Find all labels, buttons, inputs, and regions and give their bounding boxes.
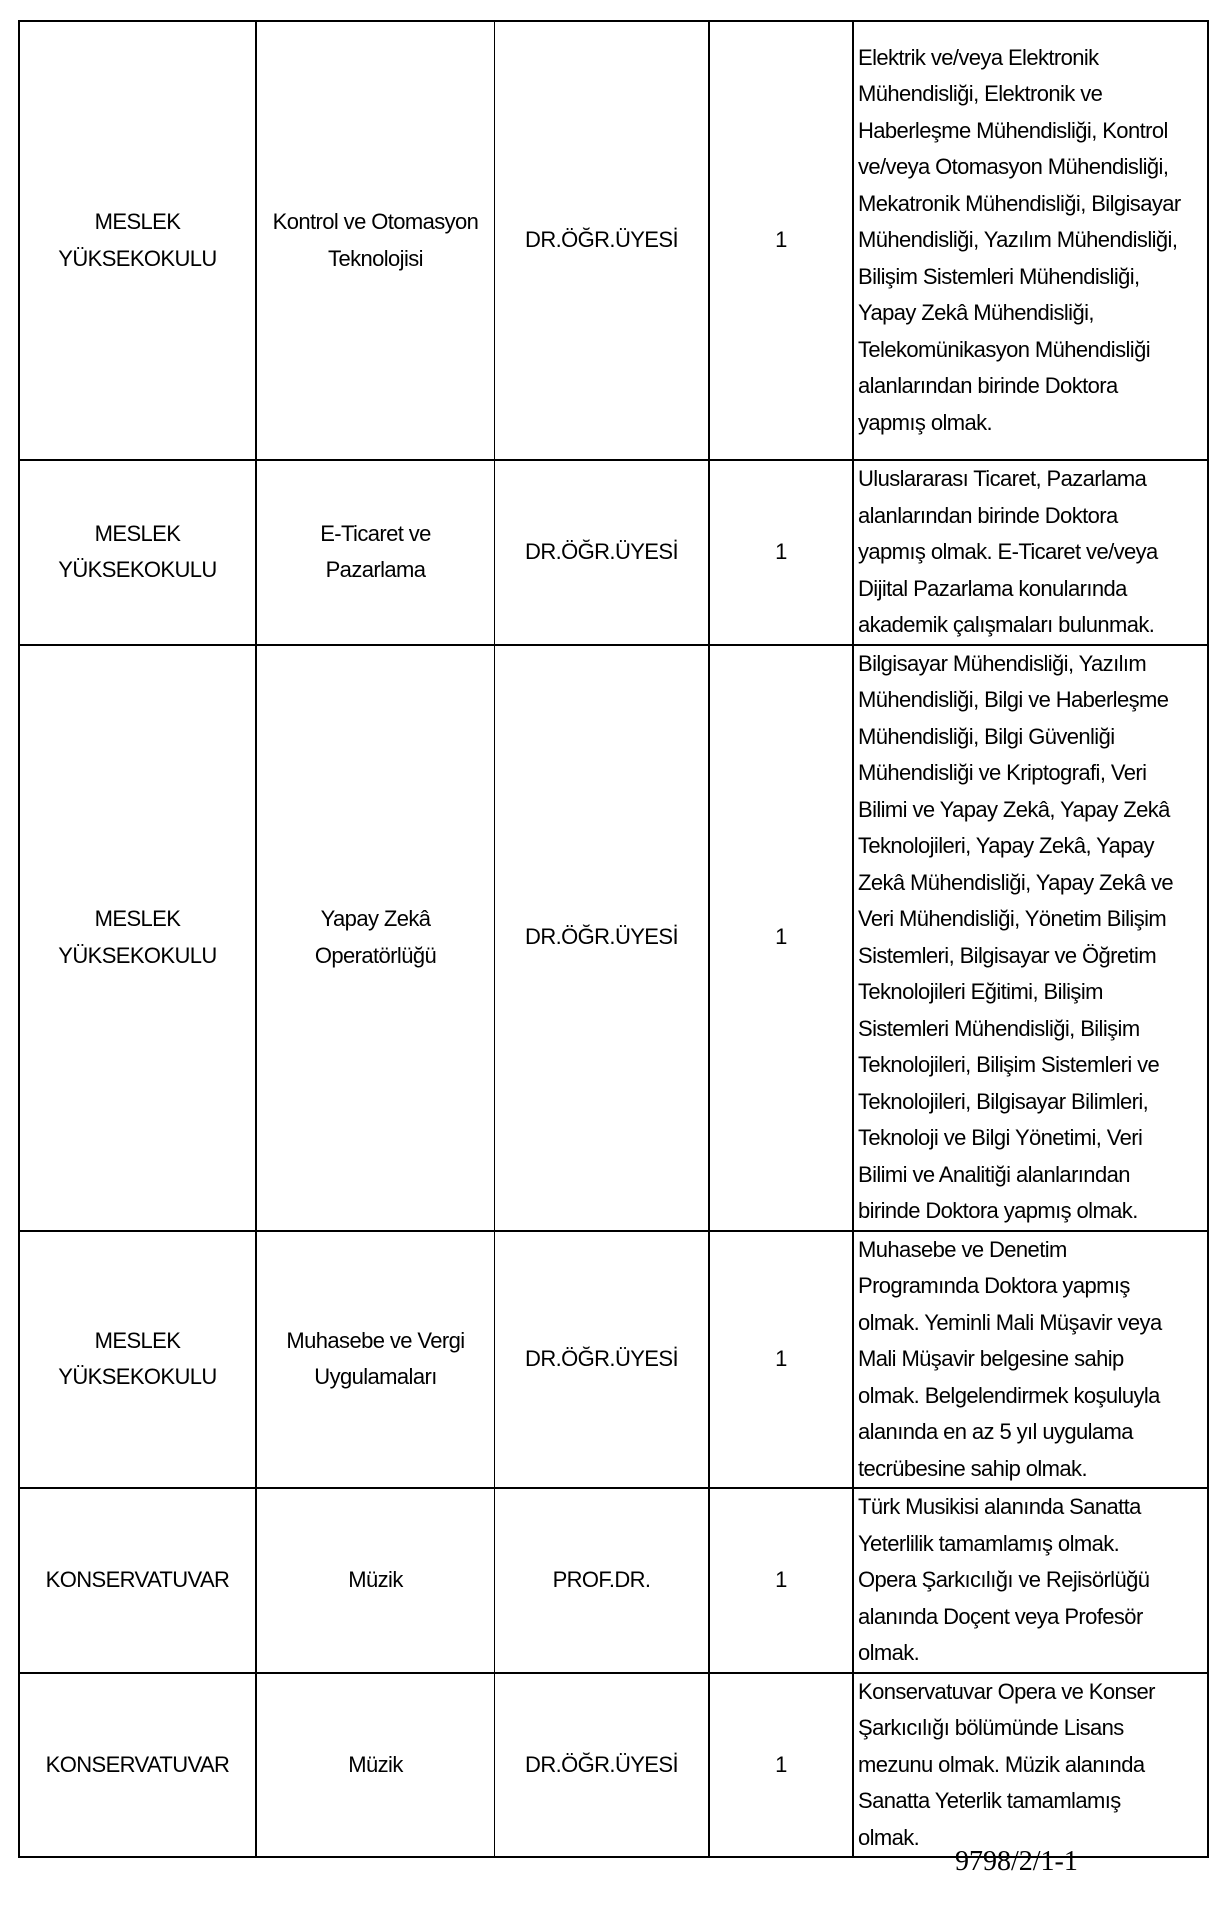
- unit-cell: [19, 1673, 256, 1858]
- requirements-cell-line: Mühendisliği, Yazılım Mühendisliği,: [858, 227, 1178, 253]
- requirements-cell-line: Mühendisliği, Bilgi ve Haberleşme: [858, 687, 1169, 712]
- unit-cell: [19, 21, 256, 460]
- count-cell: 1: [709, 1231, 853, 1489]
- requirements-cell-line: Haberleşme Mühendisliği, Kontrol: [858, 117, 1168, 143]
- requirements-cell-line: Teknolojileri, Bilişim Sistemleri ve: [858, 1052, 1160, 1077]
- requirements-cell-line: Teknolojileri, Yapay Zekâ, Yapay: [858, 833, 1154, 858]
- department-cell: [256, 645, 495, 1231]
- title-cell: DR.ÖĞR.ÜYESİ: [495, 460, 710, 645]
- unit-cell-line: MESLEK: [94, 906, 181, 931]
- unit-cell-line: MESLEK: [94, 1327, 181, 1353]
- department-cell: [256, 1231, 495, 1489]
- requirements-cell-line: Zekâ Mühendisliği, Yapay Zekâ ve: [858, 869, 1174, 895]
- requirements-cell-line: ve/veya Otomasyon Mühendisliği,: [858, 154, 1169, 180]
- unit-cell: [19, 1231, 256, 1489]
- requirements-cell-line: birinde Doktora yapmış olmak.: [858, 1198, 1138, 1223]
- requirements-cell-line: Elektrik ve/veya Elektronik: [858, 44, 1099, 70]
- requirements-cell-line: alanında en az 5 yıl uygulama: [858, 1419, 1133, 1444]
- requirements-cell: [853, 1231, 1208, 1489]
- positions-table: [18, 20, 1209, 1858]
- department-cell: [256, 1488, 495, 1673]
- table-row: [19, 460, 1208, 645]
- requirements-cell-line: Sistemleri Mühendisliği, Bilişim: [858, 1015, 1140, 1041]
- requirements-cell-line: Teknoloji ve Bilgi Yönetimi, Veri: [858, 1125, 1143, 1150]
- requirements-cell: [853, 460, 1208, 645]
- requirements-cell-line: Teknolojileri, Bilgisayar Bilimleri,: [858, 1088, 1149, 1114]
- department-cell-line: Teknolojisi: [328, 245, 423, 271]
- requirements-cell-line: Yeterlilik tamamlamış olmak.: [858, 1530, 1120, 1556]
- title-cell: DR.ÖĞR.ÜYESİ: [495, 645, 710, 1231]
- requirements-cell-line: Uluslararası Ticaret, Pazarlama: [858, 466, 1147, 491]
- requirements-cell-line: Sistemleri, Bilgisayar ve Öğretim: [858, 942, 1157, 968]
- requirements-cell-line: Yapay Zekâ Mühendisliği,: [858, 300, 1094, 326]
- requirements-cell-line: Mali Müşavir belgesine sahip: [858, 1346, 1124, 1371]
- table-row: [19, 1488, 1208, 1673]
- requirements-cell-line: Programında Doktora yapmış: [858, 1273, 1130, 1298]
- unit-cell: [19, 1488, 256, 1673]
- unit-cell: [19, 460, 256, 645]
- requirements-cell-line: Mühendisliği, Elektronik ve: [858, 81, 1103, 107]
- department-cell-line: E-Ticaret ve: [320, 520, 431, 546]
- requirements-cell-line: olmak. Yeminli Mali Müşavir veya: [858, 1309, 1162, 1335]
- count-cell: 1: [709, 21, 853, 460]
- requirements-cell: [853, 1673, 1208, 1858]
- requirements-cell-line: olmak.: [858, 1640, 920, 1665]
- title-cell: DR.ÖĞR.ÜYESİ: [495, 21, 710, 460]
- department-cell-line: Pazarlama: [325, 557, 426, 583]
- requirements-cell-line: Opera Şarkıcılığı ve Rejisörlüğü: [858, 1567, 1150, 1592]
- requirements-cell-line: Bilişim Sistemleri Mühendisliği,: [858, 263, 1140, 289]
- requirements-cell-line: olmak. Belgelendirmek koşuluyla: [858, 1382, 1160, 1408]
- table-row: [19, 1231, 1208, 1489]
- requirements-cell: [853, 21, 1208, 460]
- requirements-cell-line: Bilimi ve Yapay Zekâ, Yapay Zekâ: [858, 796, 1170, 822]
- requirements-cell-line: alanında Doçent veya Profesör: [858, 1603, 1143, 1629]
- table-row: [19, 21, 1208, 460]
- requirements-cell-line: Veri Mühendisliği, Yönetim Bilişim: [858, 906, 1167, 931]
- requirements-cell-line: tecrübesine sahip olmak.: [858, 1455, 1087, 1481]
- title-cell: DR.ÖĞR.ÜYESİ: [495, 1231, 710, 1489]
- title-cell: DR.ÖĞR.ÜYESİ: [495, 1673, 710, 1858]
- department-cell: [256, 460, 495, 645]
- department-cell-line: Operatörlüğü: [314, 942, 437, 968]
- count-cell: 1: [709, 645, 853, 1231]
- requirements-cell-line: alanlarından birinde Doktora: [858, 373, 1118, 399]
- requirements-cell: [853, 1488, 1208, 1673]
- title-cell: PROF.DR.: [495, 1488, 710, 1673]
- requirements-cell-line: Telekomünikasyon Mühendisliği: [858, 336, 1150, 362]
- unit-cell-line: YÜKSEKOKULU: [58, 942, 217, 968]
- department-cell: [256, 1673, 495, 1858]
- table-row: [19, 645, 1208, 1231]
- count-cell: 1: [709, 1673, 853, 1858]
- count-cell: 1: [709, 1488, 853, 1673]
- requirements-cell-line: akademik çalışmaları bulunmak.: [858, 612, 1155, 637]
- requirements-cell: [853, 645, 1208, 1231]
- requirements-cell-line: yapmış olmak. E-Ticaret ve/veya: [858, 539, 1158, 564]
- requirements-cell-line: mezunu olmak. Müzik alanında: [858, 1751, 1145, 1777]
- count-cell: 1: [709, 460, 853, 645]
- unit-cell: [19, 645, 256, 1231]
- requirements-cell-line: Mühendisliği ve Kriptografi, Veri: [858, 760, 1147, 785]
- requirements-cell-line: Mühendisliği, Bilgi Güvenliği: [858, 723, 1115, 749]
- department-cell: [256, 21, 495, 460]
- unit-cell-line: YÜKSEKOKULU: [58, 1364, 217, 1390]
- document-reference-number: 9798/2/1-1: [955, 1846, 1078, 1877]
- requirements-cell-line: Dijital Pazarlama konularında: [858, 575, 1127, 601]
- department-cell-line: Müzik: [348, 1567, 403, 1592]
- department-cell-line: Muhasebe ve Vergi: [286, 1327, 465, 1353]
- requirements-cell-line: Sanatta Yeterlik tamamlamış: [858, 1788, 1121, 1813]
- department-cell-line: Kontrol ve Otomasyon: [272, 209, 479, 234]
- unit-cell-line: MESLEK: [94, 209, 181, 234]
- requirements-cell-line: alanlarından birinde Doktora: [858, 502, 1118, 528]
- unit-cell-line: MESLEK: [94, 520, 181, 546]
- requirements-cell-line: olmak.: [858, 1824, 920, 1850]
- department-cell-line: Müzik: [348, 1751, 403, 1777]
- requirements-cell-line: Bilgisayar Mühendisliği, Yazılım: [858, 650, 1147, 676]
- requirements-cell-line: Türk Musikisi alanında Sanatta: [858, 1494, 1141, 1519]
- department-cell-line: Uygulamaları: [314, 1364, 437, 1390]
- requirements-cell-line: Bilimi ve Analitiği alanlarından: [858, 1161, 1130, 1187]
- unit-cell-line: KONSERVATUVAR: [45, 1567, 230, 1592]
- requirements-cell-line: yapmış olmak.: [858, 409, 993, 435]
- requirements-cell-line: Teknolojileri Eğitimi, Bilişim: [858, 979, 1103, 1004]
- requirements-cell-line: Muhasebe ve Denetim: [858, 1236, 1067, 1262]
- requirements-cell-line: Konservatuvar Opera ve Konser: [858, 1678, 1155, 1704]
- requirements-cell-line: Şarkıcılığı bölümünde Lisans: [858, 1715, 1124, 1740]
- requirements-cell-line: Mekatronik Mühendisliği, Bilgisayar: [858, 190, 1181, 216]
- unit-cell-line: YÜKSEKOKULU: [58, 557, 217, 583]
- positions-table-body: [19, 21, 1208, 1857]
- table-row: [19, 1673, 1208, 1858]
- unit-cell-line: KONSERVATUVAR: [45, 1751, 230, 1777]
- department-cell-line: Yapay Zekâ: [320, 906, 431, 931]
- unit-cell-line: YÜKSEKOKULU: [58, 245, 217, 271]
